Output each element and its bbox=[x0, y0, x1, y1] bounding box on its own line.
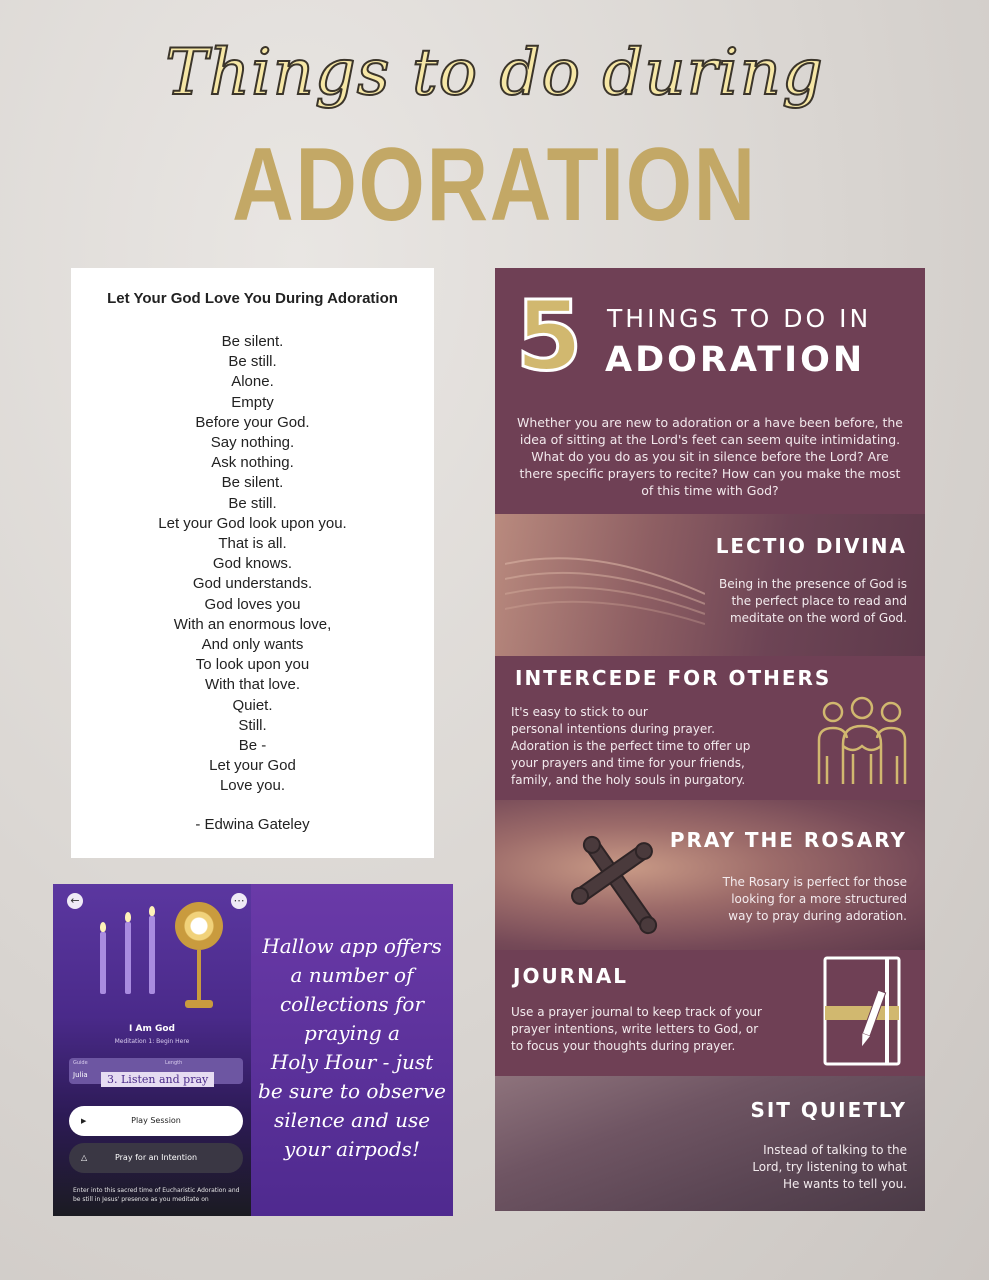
body-line: to focus your thoughts during prayer. bbox=[511, 1039, 736, 1053]
candle-flame-icon bbox=[125, 912, 131, 922]
infographic bbox=[495, 268, 925, 1211]
infographic-heading-line1: THINGS TO DO IN bbox=[607, 304, 872, 333]
hallow-caption bbox=[251, 932, 453, 1164]
body-line: Lord, try listening to what bbox=[752, 1160, 907, 1174]
body-line: prayer intentions, write letters to God, or bbox=[511, 1022, 759, 1036]
crucifix-icon bbox=[565, 830, 675, 940]
poem-line: Before your God. bbox=[195, 413, 310, 431]
phone-screenshot bbox=[53, 884, 251, 1216]
body-line: The Rosary is perfect for those bbox=[722, 875, 907, 889]
section-lectio-divina bbox=[495, 514, 925, 656]
section-title: LECTIO DIVINA bbox=[715, 534, 907, 558]
section-title: INTERCEDE FOR OTHERS bbox=[515, 666, 832, 690]
number-five: 5 bbox=[515, 280, 583, 392]
play-session-button[interactable] bbox=[69, 1106, 243, 1136]
pray-intention-button[interactable] bbox=[69, 1143, 243, 1173]
infographic-intro: Whether you are new to adoration or a have been before, the idea of sitting at the Lord's feet can seem quite intimidating. What do you do as you sit in silence before the Lord? Are there specific prayers to recite? How can you make the most of this time with God? bbox=[517, 415, 903, 498]
poem-line: With that love. bbox=[204, 676, 301, 694]
candle-flame-icon bbox=[149, 906, 155, 916]
poem-line: Be silent. bbox=[221, 333, 284, 350]
body-line: meditate on the word of God. bbox=[729, 611, 907, 625]
caption-line: silence and use bbox=[273, 1108, 431, 1132]
section-sit-quietly bbox=[495, 1076, 925, 1211]
section-body bbox=[752, 1142, 907, 1193]
section-body bbox=[723, 874, 907, 925]
poem-line: Be silent. bbox=[221, 474, 284, 492]
play-session-label: Play Session bbox=[131, 1116, 181, 1125]
monstrance-icon bbox=[175, 902, 223, 950]
body-line: personal intentions during prayer. bbox=[511, 722, 715, 736]
poem-title: Let Your God Love You During Adoration bbox=[107, 290, 398, 307]
guide-value: Julia bbox=[73, 1071, 88, 1079]
session-subtitle: Meditation 1: Begin Here bbox=[114, 1038, 190, 1045]
section-rosary bbox=[495, 800, 925, 950]
infographic-heading-line2: ADORATION bbox=[605, 340, 866, 380]
poem-line: God knows. bbox=[212, 555, 293, 573]
section-title: JOURNAL bbox=[513, 964, 629, 988]
poem-line: God loves you bbox=[204, 595, 301, 613]
play-icon: ▶ bbox=[81, 1117, 87, 1125]
section-intercede bbox=[495, 656, 925, 800]
poem-line: That is all. bbox=[218, 535, 287, 553]
body-line: way to pray during adoration. bbox=[728, 909, 907, 923]
body-line: He wants to tell you. bbox=[782, 1177, 907, 1191]
poem-line: Alone. bbox=[231, 373, 274, 391]
caption-line: be sure to observe bbox=[258, 1079, 446, 1103]
section-title: SIT QUIETLY bbox=[750, 1098, 907, 1122]
poem-line: To look upon you bbox=[195, 656, 310, 674]
body-line: Adoration is the perfect time to offer up bbox=[511, 739, 751, 753]
guide-label: Guide bbox=[73, 1060, 88, 1066]
journal-icon bbox=[823, 956, 905, 1066]
poem-line: Be - bbox=[238, 737, 267, 755]
section-body bbox=[511, 704, 750, 789]
listen-and-pray-label: 3. Listen and pray bbox=[101, 1072, 214, 1087]
poem-line: Say nothing. bbox=[210, 434, 295, 452]
hands-icon: △ bbox=[81, 1153, 88, 1162]
script-title: Things to do during bbox=[165, 36, 824, 110]
section-body bbox=[511, 1004, 762, 1055]
monstrance-base bbox=[185, 1000, 213, 1008]
monstrance-stem bbox=[197, 950, 201, 1002]
candle-icon bbox=[125, 922, 131, 994]
poem-line: Quiet. bbox=[232, 696, 273, 714]
section-journal bbox=[495, 950, 925, 1076]
body-line: the perfect place to read and bbox=[731, 594, 907, 608]
section-body bbox=[719, 576, 907, 627]
poem-lines bbox=[71, 332, 434, 797]
back-arrow-icon[interactable]: ← bbox=[67, 893, 83, 909]
caption-line: your airpods! bbox=[284, 1137, 420, 1161]
length-label: Length bbox=[165, 1060, 183, 1066]
main-title: ADORATION bbox=[232, 127, 757, 243]
session-description: Enter into this sacred time of Eucharistic Adoration and be still in Jesus' presence as you meditate on bbox=[73, 1187, 240, 1203]
poem-line: Let your God look upon you. bbox=[158, 514, 347, 532]
book-icon bbox=[505, 534, 705, 634]
poem-line: Let your God bbox=[209, 757, 296, 775]
body-line: Instead of talking to the bbox=[763, 1143, 907, 1157]
body-line: Being in the presence of God is bbox=[719, 577, 907, 591]
body-line: looking for a more structured bbox=[731, 892, 907, 906]
poem-line: With an enormous love, bbox=[173, 615, 332, 633]
candle-flame-icon bbox=[100, 922, 106, 932]
poem-line: Empty bbox=[231, 393, 274, 411]
more-icon[interactable]: ⋯ bbox=[231, 893, 247, 909]
poem-line: God understands. bbox=[192, 575, 313, 593]
section-title: PRAY THE ROSARY bbox=[669, 828, 907, 852]
candle-icon bbox=[149, 916, 155, 994]
poem-line: Ask nothing. bbox=[211, 454, 294, 472]
poem-line: Be still. bbox=[228, 494, 277, 512]
hallow-card bbox=[53, 884, 453, 1216]
caption-line: Holy Hour - just bbox=[270, 1050, 434, 1074]
caption-line: a number of bbox=[290, 963, 414, 987]
session-title: I Am God bbox=[129, 1024, 175, 1034]
body-line: your prayers and time for your friends, bbox=[511, 756, 745, 770]
poem-line: Still. bbox=[238, 716, 267, 734]
poem-line: Be still. bbox=[228, 353, 277, 371]
caption-line: praying a bbox=[304, 1021, 400, 1045]
body-line: family, and the holy souls in purgatory. bbox=[511, 773, 746, 787]
poem-card bbox=[71, 268, 434, 858]
caption-line: Hallow app offers bbox=[262, 934, 442, 958]
pray-intention-label: Pray for an Intention bbox=[114, 1153, 198, 1162]
body-line: Use a prayer journal to keep track of your bbox=[511, 1005, 762, 1019]
people-icon bbox=[815, 694, 909, 786]
poem-line: And only wants bbox=[201, 636, 304, 654]
candle-icon bbox=[100, 932, 106, 994]
caption-line: collections for bbox=[279, 992, 425, 1016]
poem-line: Love you. bbox=[219, 777, 286, 795]
body-line: It's easy to stick to our bbox=[511, 705, 648, 719]
poem-author: - Edwina Gateley bbox=[195, 816, 310, 833]
